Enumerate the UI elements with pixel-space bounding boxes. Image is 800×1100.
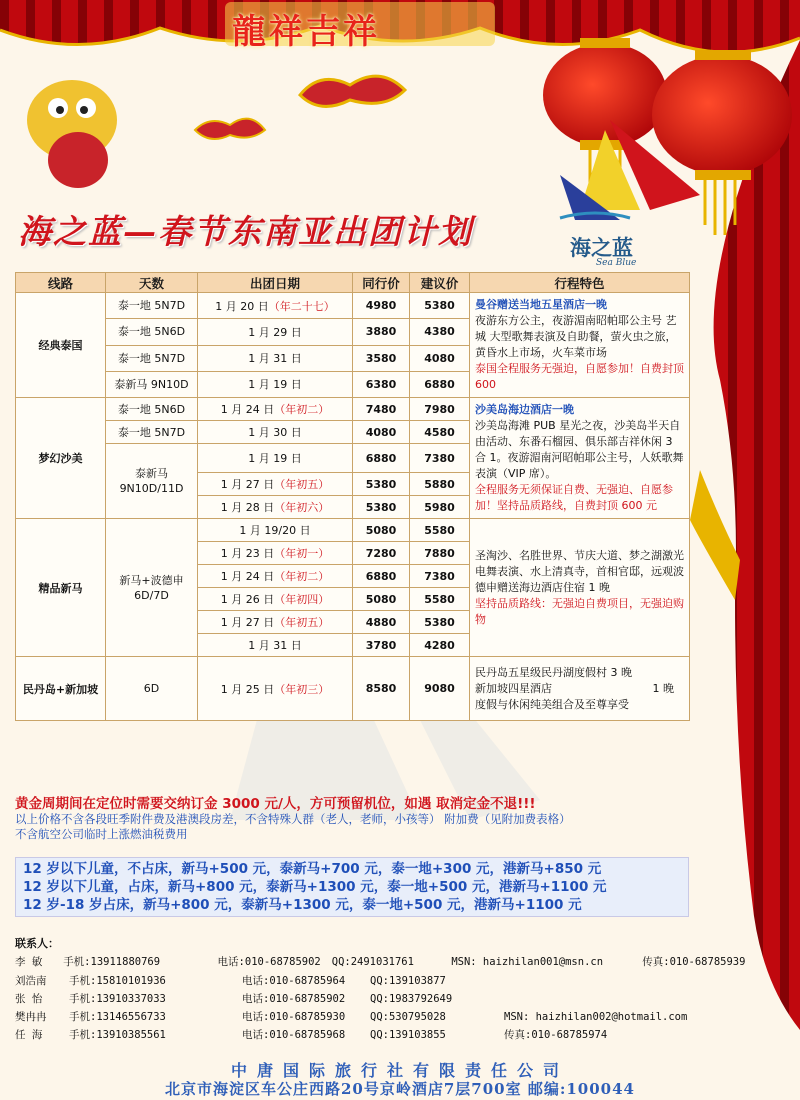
contact-qq: QQ:139103855	[370, 1029, 446, 1042]
days-cell: 泰一地 5N7D	[106, 293, 198, 319]
company-name: 中唐国际旅行社有限责任公司	[230, 1061, 569, 1080]
contact-qq: QQ:139103877	[370, 974, 446, 987]
contact-mobile: 手机:13146556733	[69, 1011, 166, 1024]
date-cell: 1 月 30 日	[198, 421, 353, 444]
festive-banner: 龍祥吉祥	[232, 12, 380, 52]
peer-price: 5080	[353, 519, 410, 542]
peer-price: 4880	[353, 611, 410, 634]
contact-mobile: 手机:13911880769	[63, 956, 161, 969]
suggested-price: 5980	[410, 496, 470, 519]
peer-price: 7280	[353, 542, 410, 565]
feature-cell: 沙美岛海边酒店一晚 沙美岛海滩 PUB 星光之夜，沙美岛半天自由活动、东番石榴园、俱乐部吉祥休闲 3 合 1。夜游湄南河昭帕耶公主号，人妖歌舞表演（VIP 席）。 全程服务无须保证自费、无强迫、自愿参加！坚持品质路线，自费封顶 600 元	[470, 398, 690, 519]
suggested-price: 7880	[410, 542, 470, 565]
contact-row	[15, 1026, 785, 1044]
contact-msn: MSN: haizhilan001@msn.cn	[451, 956, 604, 969]
contact-mobile: 手机:13910337033	[69, 992, 166, 1005]
contact-phone: 电话:010-68785964	[242, 974, 346, 987]
date-cell: 1 月 19/20 日	[198, 519, 353, 542]
contact-qq: QQ:1983792649	[370, 992, 453, 1005]
peer-price: 6380	[353, 371, 410, 397]
peer-price: 4980	[353, 293, 410, 319]
date-cell: 1 月 29 日	[198, 319, 353, 345]
table-row	[16, 398, 690, 421]
child-pricing-line: 12 岁以下儿童，不占床，新马+500 元，泰新马+700 元，泰一地+300 元，港新马+850 元	[23, 861, 602, 877]
contact-row	[15, 972, 785, 990]
suggested-price: 4580	[410, 421, 470, 444]
suggested-price: 5580	[410, 519, 470, 542]
header-suggested-price: 建议价	[410, 273, 470, 293]
suggested-price: 7380	[410, 444, 470, 473]
tour-plan-table	[15, 272, 690, 721]
table-row	[16, 293, 690, 319]
date-cell: 1 月 31 日	[198, 345, 353, 371]
route-name: 梦幻沙美	[16, 398, 106, 519]
route-name: 民丹岛+新加坡	[16, 657, 106, 721]
days-cell: 泰新马 9N10D	[106, 371, 198, 397]
route-name: 经典泰国	[16, 293, 106, 398]
suggested-price: 9080	[410, 657, 470, 721]
table-row	[16, 519, 690, 542]
header-peer-price: 同行价	[353, 273, 410, 293]
child-pricing-box	[15, 857, 689, 917]
suggested-price: 4080	[410, 345, 470, 371]
brand-logo-text: 海之蓝	[570, 235, 633, 260]
peer-price: 5080	[353, 588, 410, 611]
header-route: 线路	[16, 273, 106, 293]
date-cell: 1 月 27 日（年初五）	[198, 611, 353, 634]
contact-row	[15, 990, 785, 1008]
date-cell: 1 月 20 日（年二十七）	[198, 293, 353, 319]
contact-phone: 电话:010-68785968	[242, 1029, 346, 1042]
suggested-price: 5880	[410, 473, 470, 496]
contact-mobile: 手机:13910385561	[69, 1029, 166, 1042]
contact-name: 樊冉冉	[15, 1011, 47, 1024]
header-date: 出团日期	[198, 273, 353, 293]
days-cell: 泰新马 9N10D/11D	[106, 444, 198, 519]
date-cell: 1 月 26 日（年初四）	[198, 588, 353, 611]
date-cell: 1 月 24 日（年初二）	[198, 398, 353, 421]
days-cell: 泰一地 5N6D	[106, 319, 198, 345]
suggested-price: 4380	[410, 319, 470, 345]
peer-price: 4080	[353, 421, 410, 444]
suggested-price: 7980	[410, 398, 470, 421]
peer-price: 5380	[353, 496, 410, 519]
peer-price: 3780	[353, 634, 410, 657]
header-days: 天数	[106, 273, 198, 293]
booking-notes	[15, 797, 689, 842]
suggested-price: 4280	[410, 634, 470, 657]
date-cell: 1 月 27 日（年初五）	[198, 473, 353, 496]
suggested-price: 5380	[410, 293, 470, 319]
table-row	[16, 657, 690, 721]
peer-price: 3580	[353, 345, 410, 371]
child-pricing-line: 12 岁以下儿童，占床，新马+800 元，泰新马+1300 元，泰一地+500 元，港新马+1100 元	[23, 879, 607, 895]
contact-fax: 传真:010-68785939	[642, 956, 746, 969]
date-cell: 1 月 31 日	[198, 634, 353, 657]
route-name: 精品新马	[16, 519, 106, 657]
feature-cell: 曼谷赠送当地五星酒店一晚 夜游东方公主，夜游湄南昭帕耶公主号 艺城 大型歌舞表演及自助餐，萤火虫之旅，黄昏水上市场，火车菜市场 泰国全程服务无强迫，自愿参加！自费封顶 600	[470, 293, 690, 398]
suggested-price: 7380	[410, 565, 470, 588]
contact-phone: 电话:010-68785930	[242, 1011, 346, 1024]
days-cell: 泰一地 5N6D	[106, 398, 198, 421]
contacts-title: 联系人：	[15, 937, 59, 950]
contact-name: 张 怡	[15, 992, 43, 1005]
brand-logo-english: Sea Blue	[596, 258, 637, 268]
contact-phone: 电话:010-68785902	[217, 956, 321, 969]
days-cell: 新马+波德申 6D/7D	[106, 519, 198, 657]
suggested-price: 6880	[410, 371, 470, 397]
contact-list	[15, 935, 785, 1045]
page-title: 海之蓝—春节东南亚出团计划	[18, 212, 473, 251]
peer-price: 5380	[353, 473, 410, 496]
peer-price: 6880	[353, 565, 410, 588]
contact-fax: 传真:010-68785974	[504, 1029, 608, 1042]
peer-price: 7480	[353, 398, 410, 421]
contact-row	[15, 1008, 785, 1026]
days-cell: 泰一地 5N7D	[106, 345, 198, 371]
peer-price: 6880	[353, 444, 410, 473]
deposit-note: 黄金周期间在定位时需要交纳订金 3000 元/人，方可预留机位，如遇 取消定金不退!!!	[15, 796, 536, 812]
date-cell: 1 月 25 日（年初三）	[198, 657, 353, 721]
peer-price: 3880	[353, 319, 410, 345]
date-cell: 1 月 24 日（年初二）	[198, 565, 353, 588]
fuel-note: 不含航空公司临时上涨燃油税费用	[15, 827, 188, 841]
contact-qq: QQ:2491031761	[331, 956, 414, 969]
contact-phone: 电话:010-68785902	[242, 992, 346, 1005]
peer-price: 8580	[353, 657, 410, 721]
date-cell: 1 月 23 日（年初一）	[198, 542, 353, 565]
contact-msn: MSN: haizhilan002@hotmail.com	[504, 1011, 688, 1024]
suggested-price: 5380	[410, 611, 470, 634]
contact-name: 李 敏	[15, 956, 43, 969]
date-cell: 1 月 19 日	[198, 444, 353, 473]
suggested-price: 5580	[410, 588, 470, 611]
days-cell: 泰一地 5N7D	[106, 421, 198, 444]
contact-mobile: 手机:15810101936	[69, 974, 166, 987]
company-address: 北京市海淀区车公庄西路20号京岭酒店7层700室 邮编:100044	[164, 1080, 635, 1098]
date-cell: 1 月 19 日	[198, 371, 353, 397]
feature-cell: 圣淘沙、名胜世界、节庆大道、梦之湖激光电舞表演、水上清真寺，首相官邸，远观波德申赠送海边酒店住宿 1 晚 坚持品质路线：无强迫自费项目，无强迫购物	[470, 519, 690, 657]
table-header-row	[16, 273, 690, 293]
days-cell: 6D	[106, 657, 198, 721]
feature-cell: 民丹岛五星级民丹湖度假村 3 晚 新加坡四星酒店 1 晚 度假与休闲纯美组合及至尊享受	[470, 657, 690, 721]
child-pricing-line: 12 岁-18 岁占床，新马+800 元，泰新马+1300 元，泰一地+500 元，港新马+1100 元	[23, 897, 582, 913]
contact-row	[15, 953, 785, 971]
surcharge-note: 以上价格不含各段旺季附件费及港澳段房差，不含特殊人群（老人，老师，小孩等） 附加费（见附加费表格）	[15, 812, 571, 826]
header-features: 行程特色	[470, 273, 690, 293]
contact-name: 刘浩南	[15, 974, 47, 987]
date-cell: 1 月 28 日（年初六）	[198, 496, 353, 519]
contact-name: 任 海	[15, 1029, 43, 1042]
contact-qq: QQ:530795028	[370, 1011, 446, 1024]
